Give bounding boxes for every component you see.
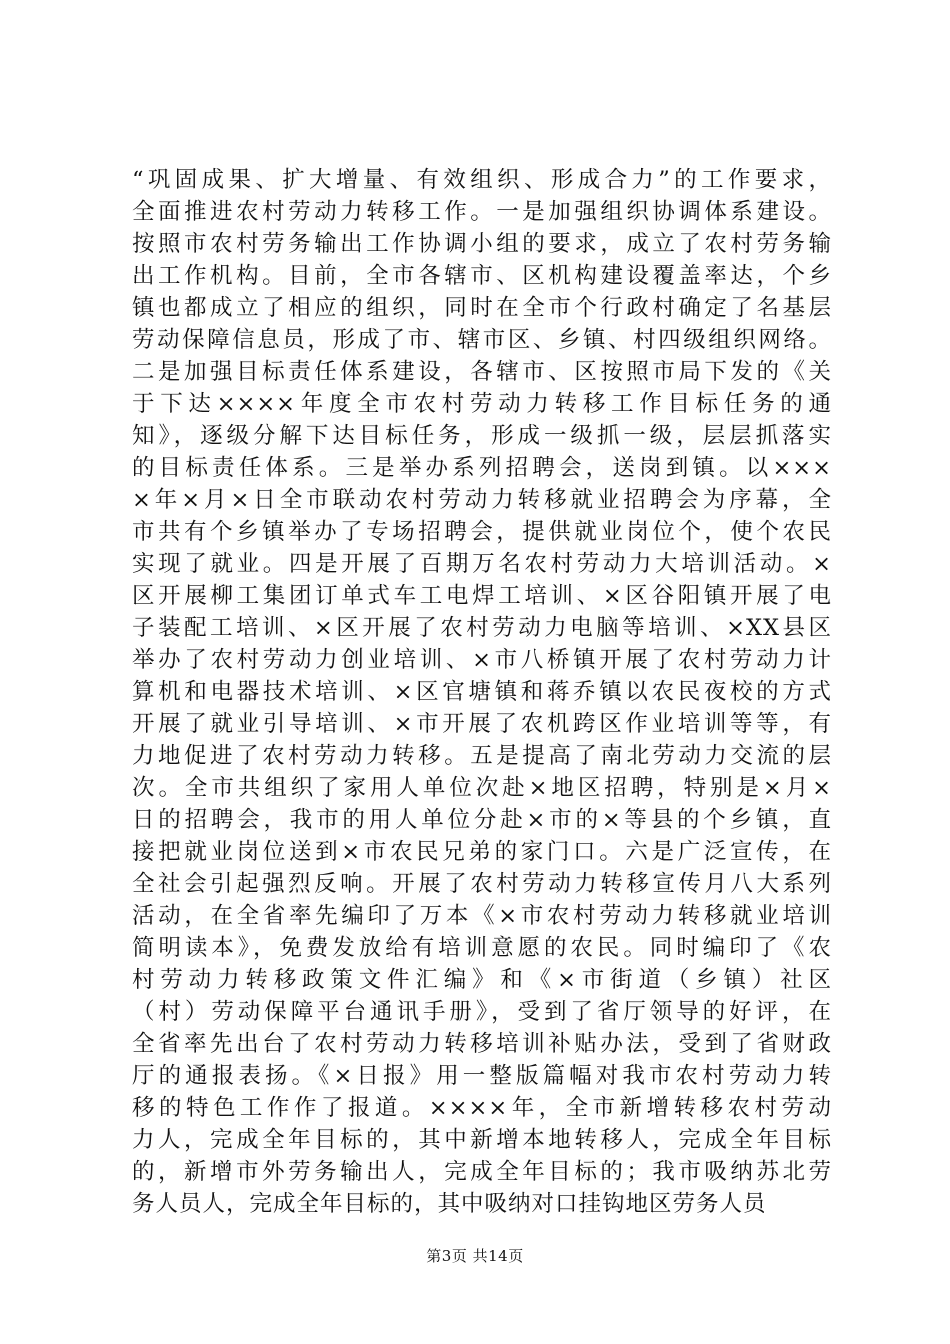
body-text-line: 劳动保障信息员，形成了市、辖市区、乡镇、村四级组织网络。	[132, 327, 832, 353]
body-text-line: 开展了就业引导培训、×市开展了农机跨区作业培训等等，有	[132, 711, 832, 737]
body-text-line: 移的特色工作作了报道。××××年，全市新增转移农村劳动	[132, 1095, 832, 1121]
body-text-line: （村）劳动保障平台通讯手册》，受到了省厅领导的好评，在	[132, 999, 832, 1025]
body-text-line: 举办了农村劳动力创业培训、×市八桥镇开展了农村劳动力计	[132, 647, 832, 673]
body-text-line: 知》，逐级分解下达目标任务，形成一级抓一级，层层抓落实	[132, 423, 832, 449]
body-text-line: 区开展柳工集团订单式车工电焊工培训、×区谷阳镇开展了电	[132, 583, 832, 609]
body-text-line: 接把就业岗位送到×市农民兄弟的家门口。六是广泛宣传，在	[132, 839, 832, 865]
body-text-line: 日的招聘会，我市的用人单位分赴×市的×等县的个乡镇，直	[132, 807, 832, 833]
body-text-line: 的目标责任体系。三是举办系列招聘会，送岗到镇。以×××	[132, 455, 832, 481]
body-text-line: 二是加强目标责任体系建设，各辖市、区按照市局下发的《关	[132, 359, 832, 385]
body-text-line: 子装配工培训、×区开展了农村劳动力电脑等培训、×XX县区	[132, 615, 832, 641]
body-text-line: 村劳动力转移政策文件汇编》和《×市街道（乡镇）社区	[132, 967, 832, 993]
body-text-line: 厅的通报表扬。《×日报》用一整版篇幅对我市农村劳动力转	[132, 1063, 832, 1089]
body-text-line: 全面推进农村劳动力转移工作。一是加强组织协调体系建设。	[132, 199, 832, 225]
body-text-line: 全社会引起强烈反响。开展了农村劳动力转移宣传月八大系列	[132, 871, 832, 897]
body-text-line: ×年×月×日全市联动农村劳动力转移就业招聘会为序幕，全	[132, 487, 832, 513]
body-text-line: 力地促进了农村劳动力转移。五是提高了南北劳动力交流的层	[132, 743, 832, 769]
body-text-line: 务人员人，完成全年目标的，其中吸纳对口挂钩地区劳务人员	[132, 1191, 767, 1217]
body-text-line: 次。全市共组织了家用人单位次赴×地区招聘，特别是×月×	[132, 775, 832, 801]
body-text-line: 市共有个乡镇举办了专场招聘会，提供就业岗位个，使个农民	[132, 519, 832, 545]
body-text-line: 力人，完成全年目标的，其中新增本地转移人，完成全年目标	[132, 1127, 832, 1153]
body-text-line: 于下达××××年度全市农村劳动力转移工作目标任务的通	[132, 391, 832, 417]
body-text-line: 简明读本》，免费发放给有培训意愿的农民。同时编印了《农	[132, 935, 832, 961]
body-text-line: 按照市农村劳务输出工作协调小组的要求，成立了农村劳务输	[132, 231, 832, 257]
page-footer: 第3页 共14页	[426, 1247, 524, 1265]
body-text	[132, 164, 832, 1220]
body-text-line: 活动，在全省率先编印了万本《×市农村劳动力转移就业培训	[132, 903, 832, 929]
body-text-line: 全省率先出台了农村劳动力转移培训补贴办法，受到了省财政	[132, 1031, 832, 1057]
body-text-line: 算机和电器技术培训、×区官塘镇和蒋乔镇以农民夜校的方式	[132, 679, 832, 705]
body-text-line: 出工作机构。目前，全市各辖市、区机构建设覆盖率达，个乡	[132, 263, 832, 289]
body-text-line: “巩固成果、扩大增量、有效组织、形成合力”的工作要求，	[132, 167, 832, 193]
body-text-line: 镇也都成立了相应的组织，同时在全市个行政村确定了名基层	[132, 295, 832, 321]
body-text-line: 实现了就业。四是开展了百期万名农村劳动力大培训活动。×	[132, 551, 832, 577]
body-text-line: 的，新增市外劳务输出人，完成全年目标的；我市吸纳苏北劳	[132, 1159, 832, 1185]
